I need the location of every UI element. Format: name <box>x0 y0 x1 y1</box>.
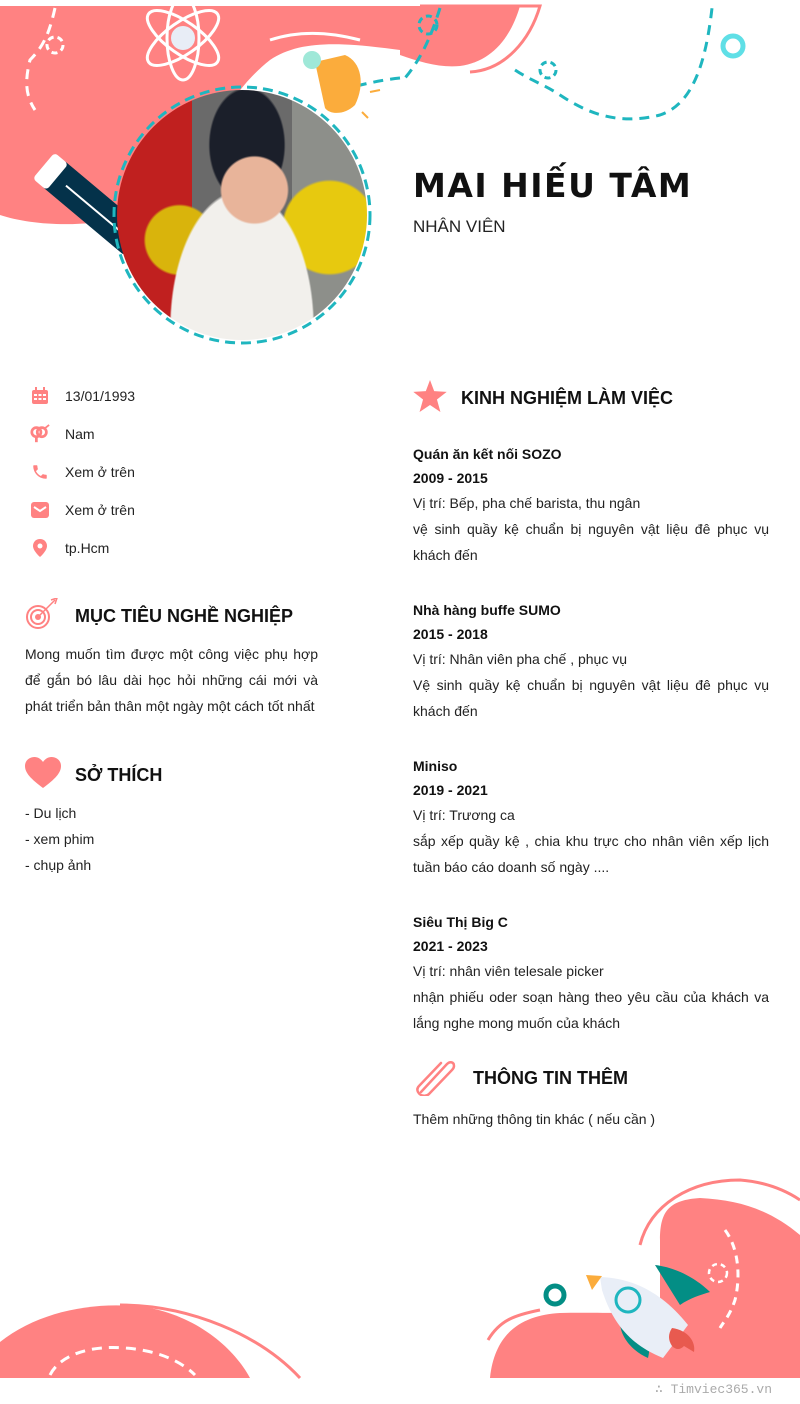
job-company: Siêu Thị Big C <box>413 914 508 930</box>
contact-phone <box>30 462 135 482</box>
calendar-icon <box>30 386 50 406</box>
job-company: Quán ăn kết nối SOZO <box>413 446 562 462</box>
email-value: Xem ở trên <box>65 502 135 518</box>
candidate-name: MAI HIẾU TÂM <box>413 166 693 205</box>
job-years: 2021 - 2023 <box>413 938 488 954</box>
contact-birthday <box>30 386 135 406</box>
job-entry <box>413 598 769 724</box>
hobbies-heading: SỞ THÍCH <box>25 757 162 794</box>
job-description: sắp xếp quầy kệ , chia khu trực cho nhân viên xếp lịch tuần báo cáo doanh số ngày .... <box>413 833 769 875</box>
address-value: tp.Hcm <box>65 540 110 556</box>
job-description: Vệ sinh quầy kệ chuẩn bị nguyên vật liệu đê phục vụ khách đến <box>413 677 769 719</box>
job-years: 2015 - 2018 <box>413 626 488 642</box>
job-title: NHÂN VIÊN <box>413 217 506 236</box>
job-position: Vị trí: Bếp, pha chế barista, thu ngân <box>413 495 641 511</box>
paperclip-icon <box>413 1056 473 1101</box>
job-position: Vị trí: Trương ca <box>413 807 515 823</box>
birthday-value: 13/01/1993 <box>65 388 136 404</box>
job-years: 2009 - 2015 <box>413 470 488 486</box>
objective-heading: MỤC TIÊU NGHỀ NGHIỆP <box>25 598 293 635</box>
job-description: vệ sinh quầy kệ chuẩn bị nguyên vật liệu đê phục vụ khách đến <box>413 521 769 563</box>
job-entry <box>413 754 769 880</box>
job-position: Vị trí: Nhân viên pha chế , phục vụ <box>413 651 628 667</box>
job-entry <box>413 442 769 568</box>
contact-address <box>30 538 109 558</box>
job-company: Nhà hàng buffe SUMO <box>413 602 561 618</box>
gender-icon <box>30 424 50 444</box>
watermark: ∴ Timviec365.vn <box>654 1382 772 1397</box>
contact-gender <box>30 424 95 444</box>
job-years: 2019 - 2021 <box>413 782 488 798</box>
phone-icon <box>30 462 50 482</box>
heart-icon <box>25 757 75 794</box>
hobby-item: - xem phim <box>25 831 95 847</box>
target-icon <box>25 598 75 635</box>
phone-value: Xem ở trên <box>65 464 135 480</box>
contact-email <box>30 500 135 520</box>
additional-heading: THÔNG TIN THÊM <box>413 1056 628 1101</box>
job-position: Vị trí: nhân viên telesale picker <box>413 963 604 979</box>
hobby-item: - chụp ảnh <box>25 857 92 873</box>
additional-text: Thêm những thông tin khác ( nếu cần ) <box>413 1111 656 1127</box>
location-icon <box>30 538 50 558</box>
experience-heading: KINH NGHIỆM LÀM VIỆC <box>413 380 673 417</box>
email-icon <box>30 500 50 520</box>
job-company: Miniso <box>413 758 458 774</box>
job-entry <box>413 910 769 1036</box>
star-icon <box>413 380 461 417</box>
gender-value: Nam <box>65 426 95 442</box>
profile-photo <box>117 90 367 340</box>
hobby-item: - Du lịch <box>25 805 77 821</box>
job-description: nhận phiếu oder soạn hàng theo yêu cầu của khách va lắng nghe mong muốn của khách <box>413 989 769 1031</box>
footer-decoration <box>0 1150 800 1380</box>
objective-text: Mong muốn tìm được một công việc phụ hợp để gắn bó lâu dài học hỏi những cái mới và phát triển bản thân một ngày một cách tốt nhất <box>25 646 318 714</box>
